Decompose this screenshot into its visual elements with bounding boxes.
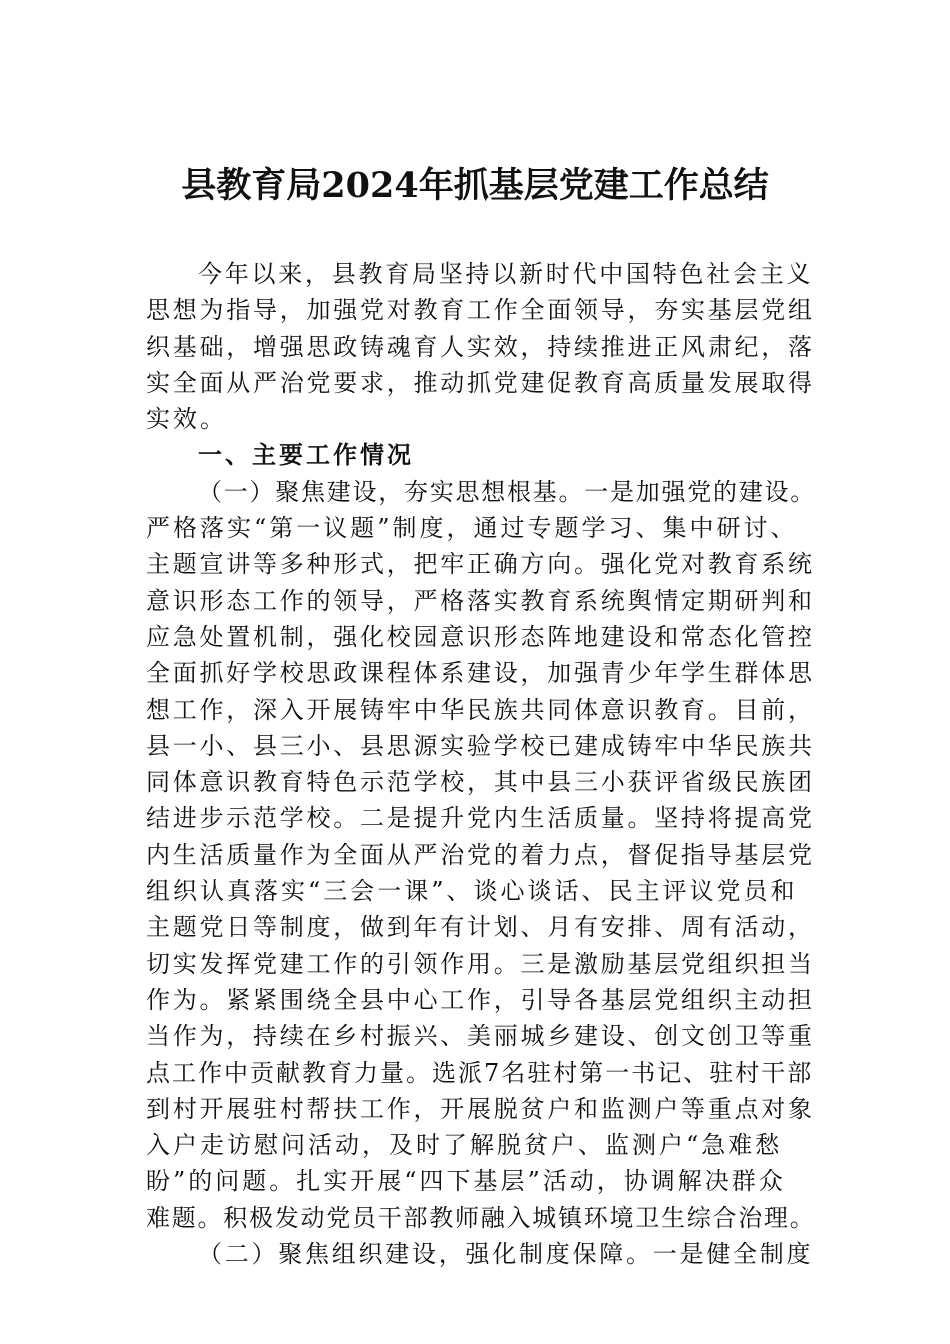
section-heading: 一、主要工作情况 bbox=[198, 441, 414, 470]
paragraph-line: 切实发挥党建工作的引领作用。三是激励基层党组织担当 bbox=[146, 949, 815, 978]
paragraph-line: 织基础，增强思政铸魂育人实效，持续推进正风肃纪，落 bbox=[146, 332, 815, 361]
paragraph-line: （二）聚焦组织建设，强化制度保障。一是健全制度 bbox=[198, 1240, 814, 1269]
paragraph-line: 县一小、县三小、县思源实验学校已建成铸牢中华民族共 bbox=[146, 731, 815, 760]
paragraph-line: 同体意识教育特色示范学校，其中县三小获评省级民族团 bbox=[146, 768, 815, 797]
paragraph-line: 盼”的问题。扎实开展“四下基层”活动，协调解决群众 bbox=[146, 1167, 786, 1196]
document-body bbox=[146, 256, 816, 1272]
paragraph-line: 难题。积极发动党员干部教师融入城镇环境卫生综合治理。 bbox=[146, 1203, 816, 1232]
paragraph-line: 实效。 bbox=[146, 405, 227, 434]
paragraph-line: 到村开展驻村帮扶工作，开展脱贫户和监测户等重点对象 bbox=[146, 1094, 815, 1123]
paragraph-line: 主题宣讲等多种形式，把牢正确方向。强化党对教育系统 bbox=[146, 550, 815, 579]
paragraph-line: 组织认真落实“三会一课”、谈心谈话、民主评议党员和 bbox=[146, 877, 798, 906]
paragraph-line: 主题党日等制度，做到年有计划、月有安排、周有活动， bbox=[146, 913, 815, 942]
paragraph-line: 思想为指导，加强党对教育工作全面领导，夯实基层党组 bbox=[146, 296, 815, 325]
paragraph-line: 应急处置机制，强化校园意识形态阵地建设和常态化管控 bbox=[146, 622, 815, 651]
paragraph-line: 意识形态工作的领导，严格落实教育系统舆情定期研判和 bbox=[146, 586, 815, 615]
paragraph-line: 结进步示范学校。二是提升党内生活质量。坚持将提高党 bbox=[146, 804, 815, 833]
document-title: 县教育局2024年抓基层党建工作总结 bbox=[181, 165, 769, 206]
paragraph-line: 入户走访慰问活动，及时了解脱贫户、监测户“急难愁 bbox=[146, 1131, 783, 1160]
paragraph-line: 实全面从严治党要求，推动抓党建促教育高质量发展取得 bbox=[146, 368, 815, 397]
paragraph-line: 当作为，持续在乡村振兴、美丽城乡建设、创文创卫等重 bbox=[146, 1022, 815, 1051]
paragraph-line: 点工作中贡献教育力量。选派7名驻村第一书记、驻村干部 bbox=[146, 1058, 814, 1087]
paragraph-line: 想工作，深入开展铸牢中华民族共同体意识教育。目前， bbox=[146, 695, 815, 724]
paragraph-line: 严格落实“第一议题”制度，通过专题学习、集中研讨、 bbox=[146, 514, 798, 543]
paragraph-line: 今年以来，县教育局坚持以新时代中国特色社会主义 bbox=[198, 260, 814, 288]
paragraph-line: 内生活质量作为全面从严治党的着力点，督促指导基层党 bbox=[146, 840, 815, 869]
paragraph-line: （一）聚焦建设，夯实思想根基。一是加强党的建设。 bbox=[198, 477, 816, 506]
paragraph-line: 作为。紧紧围绕全县中心工作，引导各基层党组织主动担 bbox=[146, 985, 815, 1014]
paragraph-line: 全面抓好学校思政课程体系建设，加强青少年学生群体思 bbox=[146, 659, 815, 688]
